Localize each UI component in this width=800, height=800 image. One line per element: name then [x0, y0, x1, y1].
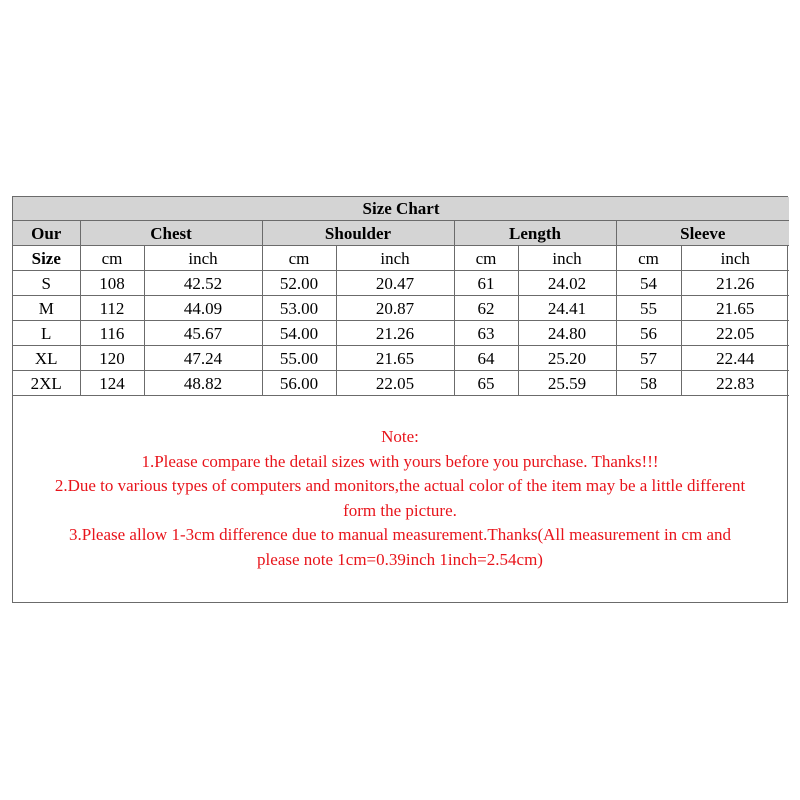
- table-cell: 48.82: [144, 371, 262, 396]
- header-sleeve: Sleeve: [616, 221, 789, 246]
- table-cell: 53.00: [262, 296, 336, 321]
- table-cell: 24.02: [518, 271, 616, 296]
- table-cell: 120: [80, 346, 144, 371]
- table-cell: 116: [80, 321, 144, 346]
- header-chest: Chest: [80, 221, 262, 246]
- unit-label: cm: [454, 246, 518, 271]
- unit-label: inch: [144, 246, 262, 271]
- table-cell: 61: [454, 271, 518, 296]
- size-label: L: [13, 321, 80, 346]
- table-cell: 55.00: [262, 346, 336, 371]
- table-cell: 20.87: [336, 296, 454, 321]
- notes-section: [13, 425, 787, 572]
- note-line: 3.Please allow 1-3cm difference due to manual measurement.Thanks(All measurement in cm and: [69, 525, 731, 544]
- table-cell: 62: [454, 296, 518, 321]
- table-row: [13, 296, 789, 321]
- table-cell: 21.26: [336, 321, 454, 346]
- table-cell: 58: [616, 371, 681, 396]
- table-cell: 65: [454, 371, 518, 396]
- table-row: [13, 271, 789, 296]
- table-row: [13, 371, 789, 396]
- table-cell: 24.41: [518, 296, 616, 321]
- unit-label: cm: [262, 246, 336, 271]
- size-chart: [12, 196, 788, 603]
- note-line: 1.Please compare the detail sizes with yours before you purchase. Thanks!!!: [141, 451, 659, 471]
- size-label: S: [13, 271, 80, 296]
- table-cell: 56: [616, 321, 681, 346]
- table-cell: 55: [616, 296, 681, 321]
- size-label: XL: [13, 346, 80, 371]
- table-cell: 21.26: [681, 271, 789, 296]
- unit-label: inch: [681, 246, 789, 271]
- table-row: [13, 321, 789, 346]
- unit-label: cm: [80, 246, 144, 271]
- size-header-top: Our: [13, 221, 80, 246]
- table-cell: 57: [616, 346, 681, 371]
- table-cell: 20.47: [336, 271, 454, 296]
- note-line: form the picture.: [343, 500, 457, 520]
- note-line: please note 1cm=0.39inch 1inch=2.54cm): [257, 549, 543, 569]
- table-cell: 124: [80, 371, 144, 396]
- chart-title: Size Chart: [13, 197, 789, 221]
- table-cell: 25.59: [518, 371, 616, 396]
- table-row: [13, 346, 789, 371]
- unit-label: inch: [336, 246, 454, 271]
- table-cell: 54: [616, 271, 681, 296]
- table-cell: 22.05: [336, 371, 454, 396]
- table-cell: 63: [454, 321, 518, 346]
- unit-label: cm: [616, 246, 681, 271]
- table-cell: 21.65: [681, 296, 789, 321]
- table-cell: 21.65: [336, 346, 454, 371]
- header-length: Length: [454, 221, 616, 246]
- header-shoulder: Shoulder: [262, 221, 454, 246]
- table-cell: 56.00: [262, 371, 336, 396]
- size-label: 2XL: [13, 371, 80, 396]
- table-cell: 22.83: [681, 371, 789, 396]
- table-cell: 22.44: [681, 346, 789, 371]
- note-heading: Note:: [381, 427, 419, 446]
- table-cell: 108: [80, 271, 144, 296]
- table-cell: 47.24: [144, 346, 262, 371]
- table-cell: 64: [454, 346, 518, 371]
- size-header-bottom: Size: [13, 246, 80, 271]
- note-line: 2.Due to various types of computers and monitors,the actual color of the item may be a little different: [54, 476, 746, 495]
- size-label: M: [13, 296, 80, 321]
- size-table: [13, 197, 789, 396]
- table-cell: 44.09: [144, 296, 262, 321]
- table-cell: 24.80: [518, 321, 616, 346]
- table-cell: 25.20: [518, 346, 616, 371]
- table-cell: 45.67: [144, 321, 262, 346]
- table-cell: 42.52: [144, 271, 262, 296]
- table-cell: 54.00: [262, 321, 336, 346]
- table-cell: 112: [80, 296, 144, 321]
- table-cell: 22.05: [681, 321, 789, 346]
- table-cell: 52.00: [262, 271, 336, 296]
- unit-label: inch: [518, 246, 616, 271]
